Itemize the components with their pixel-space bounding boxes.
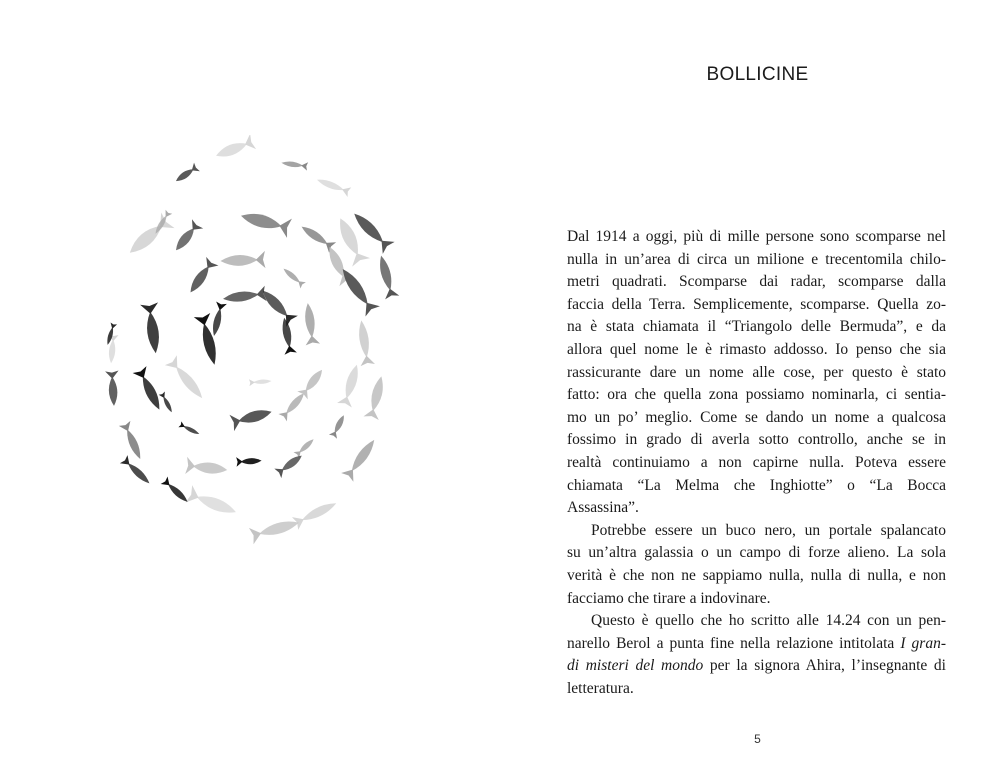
text-line: verità è che non ne sappiamo nulla, nulla di nulla, e non [567,566,946,584]
fish-icon [220,251,265,270]
fish-icon [178,421,200,437]
fish-icon [294,436,317,458]
fish-icon [161,477,191,506]
report-title-italic: I gran- [900,634,946,652]
text-line: letteratura. [567,679,634,697]
fish-icon [173,163,200,186]
fish-icon [329,413,348,438]
fish-icon [159,392,175,414]
text-line [567,655,946,678]
text-line: chiamata “La Melma che Inghiotte” o “La Bocca [567,476,946,494]
fish-icon [222,286,267,307]
fish-icon [170,219,203,255]
fish-icon [239,206,292,238]
fish-icon [315,175,351,197]
fish-icon [249,514,301,544]
text-line: metri quadrati. Scomparse dai radar, scomparse dalla [567,273,946,291]
fish-icon [185,457,228,479]
text-line: Assassina”. [567,499,639,517]
fish-icon [274,451,305,478]
text-line: Questo è quello che ho scritto alle 14.24 con un pen- [591,612,946,630]
page-number: 5 [754,732,761,746]
fish-icon [229,404,273,432]
text-line: su un’altra galassia o un campo di forze alieno. La sola [567,544,946,562]
right-page [500,0,1000,781]
fish-icon [185,485,239,521]
fish-icon [281,159,308,171]
text-line: mo un po’ meglio. Come se dando un nome a qualcosa [567,408,946,426]
paragraph-3 [567,610,946,700]
fish-icon [374,254,399,300]
text-segment: per la signora Ahira, l’insegnante di [703,657,946,675]
fish-icon [257,285,298,327]
fish-icon [133,366,167,413]
text-line: fossimo in grado di averla sotto controllo, anche se in [567,431,946,449]
text-line: faccia della Terra. Semplicemente, scomparse. Quella zo- [567,295,946,313]
fish-icon [119,421,146,462]
chapter-title: BOLLICINE [706,64,809,85]
paragraph-2 [567,520,946,610]
report-title-italic: di misteri del mondo [567,657,704,675]
fish-icon [236,456,262,467]
fish-icon [123,212,174,260]
text-line: facciamo che tirare a indovinare. [567,589,771,607]
fish-icon [249,378,272,387]
text-line: nulla in un’area di circa un milione e trecentomila chilo- [567,250,946,268]
fish-icon [281,265,306,288]
body-text [567,226,946,700]
fish-icon [184,257,218,297]
paragraph-1 [567,226,946,520]
text-line: na è stata chiamata il “Triangolo delle Bermuda”, e da [567,318,946,336]
fish-icon [140,302,165,354]
text-segment: narello Berol a punta fine nella relazione intitolata [567,634,901,652]
text-line: Dal 1914 a oggi, più di mille persone sono scomparse nel [567,228,946,245]
fish-school-illustration [80,135,410,555]
fish-icon [165,355,208,403]
text-line: realtà continuiamo a non capirne nulla. Poteva essere [567,453,946,471]
fish-icon [341,435,380,481]
fish-icon [292,497,339,530]
fish-icon [354,319,375,366]
fish-icon [337,362,364,407]
fish-icon [104,322,117,345]
fish-icon [209,301,227,337]
fish-icon [105,371,121,407]
fish-icon [120,455,153,487]
text-line [567,633,946,656]
fish-icon [301,302,320,345]
text-line: rassicurante dare un nome alle cose, per questo è stato [567,363,946,381]
text-line: Potrebbe essere un buco nero, un portale spalancato [591,521,946,539]
fish-icon [364,375,389,421]
text-line: allora quel nome le è rimasto addosso. Io penso che sia [567,340,946,358]
text-line: fatto: ora che quella zona possiamo nominarla, ci sentia- [567,386,946,404]
fish-icon [213,135,256,163]
